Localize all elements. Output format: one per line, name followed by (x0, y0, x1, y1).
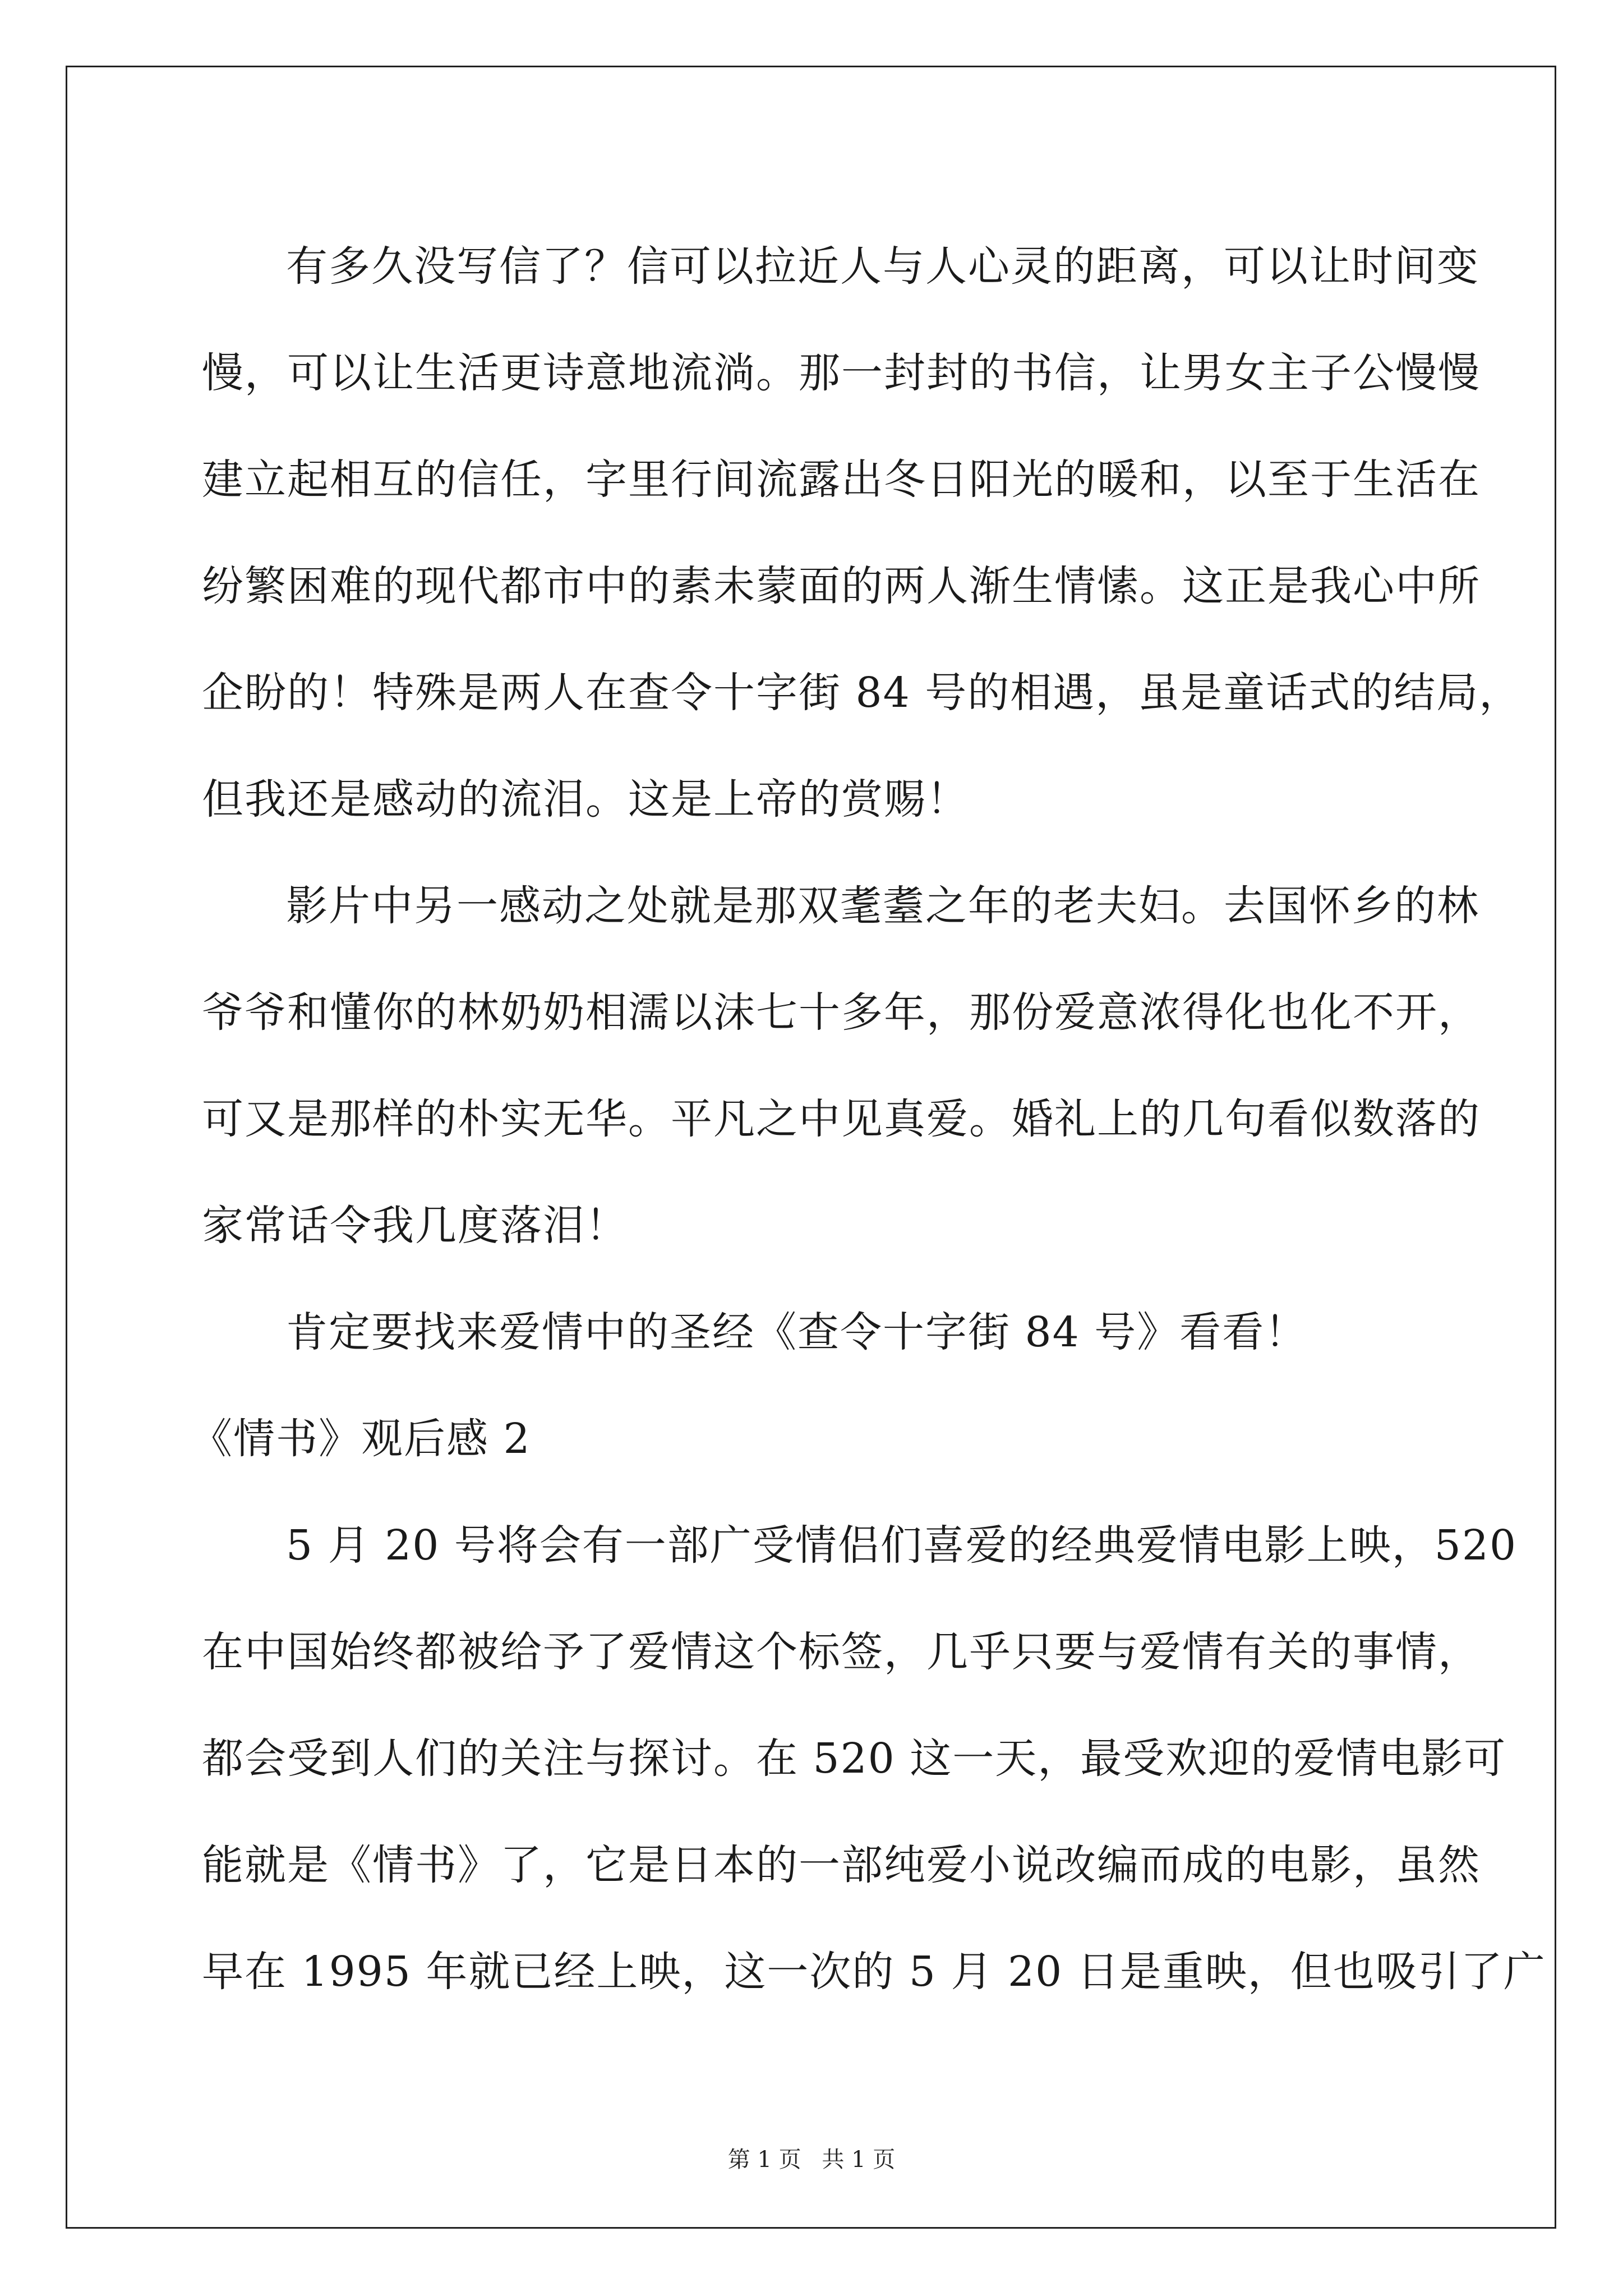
text-line: 影片中另一感动之处就是那双耄耋之年的老夫妇。去国怀乡的林 (286, 882, 1479, 930)
page-total: 共 1 页 (822, 2147, 896, 2173)
text-line: 慢，可以让生活更诗意地流淌。那一封封的书信，让男女主子公慢慢 (202, 349, 1481, 397)
page-footer (0, 2146, 1623, 2174)
text-line: 在中国始终都被给予了爱情这个标签，几乎只要与爱情有关的事情， (202, 1628, 1481, 1676)
text-line: 家常话令我几度落泪！ (202, 1202, 628, 1250)
document-body (191, 213, 1546, 2025)
text-line: 纷繁困难的现代都市中的素未蒙面的两人渐生情愫。这正是我心中所 (202, 562, 1481, 610)
text-line: 企盼的！特殊是两人在查令十字街 84 号的相遇，虽是童话式的结局， (202, 669, 1522, 717)
text-line: 都会受到人们的关注与探讨。在 520 这一天，最受欢迎的爱情电影可 (202, 1734, 1507, 1783)
text-line: 但我还是感动的流泪。这是上帝的赏赐！ (202, 775, 969, 823)
text-line: 能就是《情书》了，它是日本的一部纯爱小说改编而成的电影，虽然 (202, 1841, 1481, 1889)
text-line: 可又是那样的朴实无华。平凡之中见真爱。婚礼上的几句看似数落的 (202, 1095, 1481, 1143)
text-line: 5 月 20 号将会有一部广受情侣们喜爱的经典爱情电影上映，520 (286, 1521, 1518, 1570)
text-line: 爷爷和懂你的林奶奶相濡以沫七十多年，那份爱意浓得化也化不开， (202, 988, 1481, 1037)
section-heading: 《情书》观后感 2 (191, 1415, 531, 1463)
text-line: 建立起相互的信任，字里行间流露出冬日阳光的暖和，以至于生活在 (202, 455, 1481, 504)
text-line: 肯定要找来爱情中的圣经《查令十字街 84 号》看看！ (286, 1308, 1308, 1356)
text-line: 早在 1995 年就已经上映，这一次的 5 月 20 日是重映，但也吸引了广 (202, 1948, 1546, 1996)
page-number: 第 1 页 (727, 2147, 801, 2173)
text-line: 有多久没写信了？信可以拉近人与人心灵的距离，可以让时间变 (286, 242, 1479, 291)
